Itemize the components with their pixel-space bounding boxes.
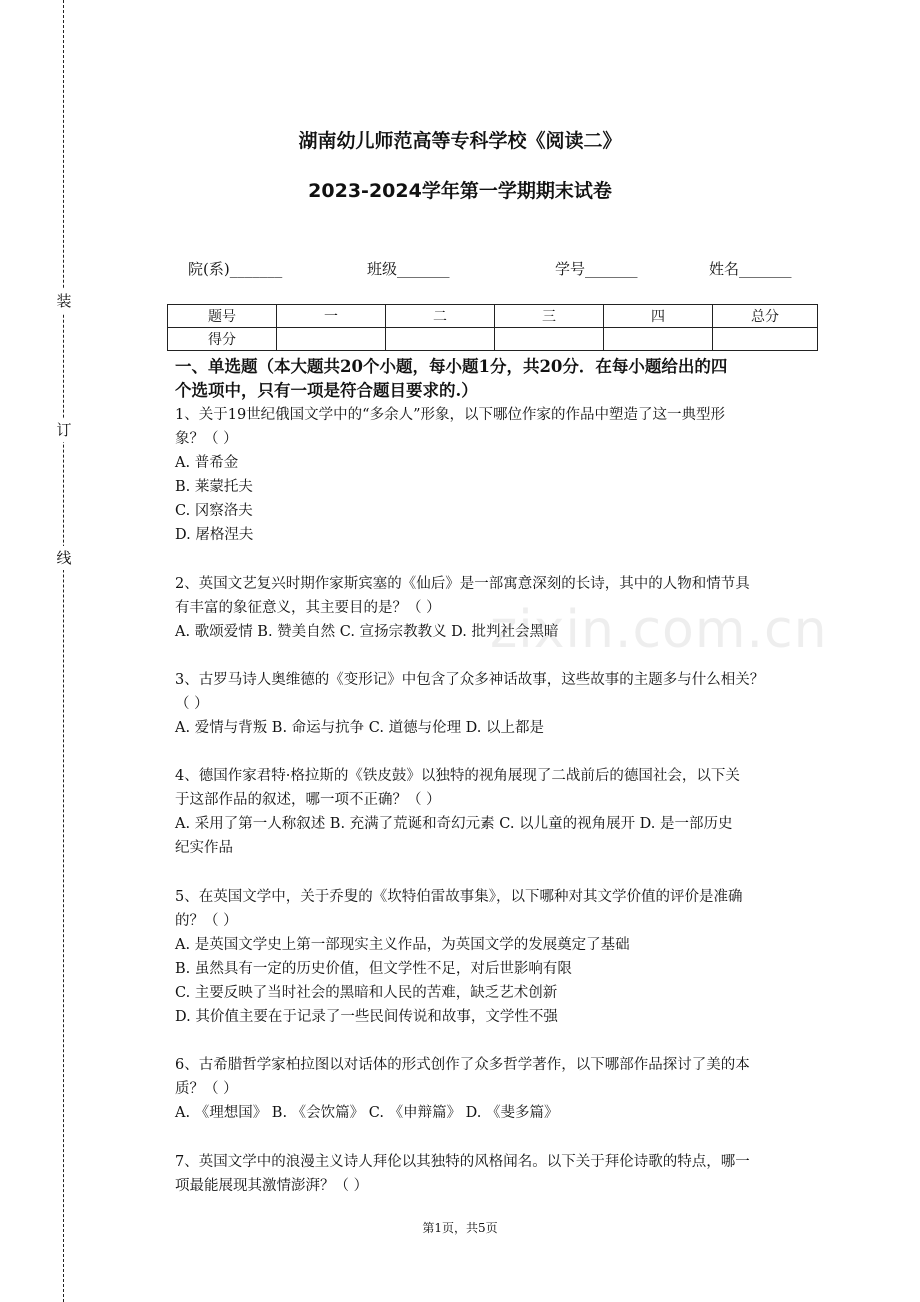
question-text: 质？（ ） bbox=[175, 1081, 238, 1097]
question-text: 4、德国作家君特·格拉斯的《铁皮鼓》以独特的视角展现了二战前后的德国社会，以下关 bbox=[175, 768, 740, 784]
option: C. 主要反映了当时社会的黑暗和人民的苦难，缺乏艺术创新 bbox=[175, 985, 558, 1001]
score-row-label: 得分 bbox=[168, 328, 277, 351]
question-text: 6、古希腊哲学家柏拉图以对话体的形式创作了众多哲学著作，以下哪部作品探讨了美的本 bbox=[175, 1057, 750, 1073]
section-heading bbox=[175, 355, 825, 403]
option: B. 莱蒙托夫 bbox=[175, 479, 253, 495]
binding-char-ding: 订 bbox=[55, 418, 73, 442]
question-3 bbox=[175, 668, 825, 740]
name-field: 姓名_______ bbox=[709, 260, 792, 278]
question-text: 有丰富的象征意义，其主要目的是？（ ） bbox=[175, 600, 441, 616]
question-text: 3、古罗马诗人奥维德的《变形记》中包含了众多神话故事，这些故事的主题多与什么相关？ bbox=[175, 672, 765, 688]
option: A. 歌颂爱情 B. 赞美自然 C. 宣扬宗教教义 D. 批判社会黑暗 bbox=[175, 624, 559, 640]
option: B. 虽然具有一定的历史价值，但文学性不足，对后世影响有限 bbox=[175, 961, 572, 977]
question-1 bbox=[175, 403, 825, 547]
score-header-cell: 二 bbox=[386, 305, 495, 328]
score-header-cell: 题号 bbox=[168, 305, 277, 328]
score-table bbox=[167, 304, 818, 351]
option: A. 爱情与背叛 B. 命运与抗争 C. 道德与伦理 D. 以上都是 bbox=[175, 720, 545, 736]
student-id-field: 学号_______ bbox=[555, 260, 638, 278]
department-field: 院(系)_______ bbox=[188, 260, 283, 278]
question-text: （ ） bbox=[175, 696, 209, 712]
option: 纪实作品 bbox=[175, 840, 233, 856]
score-header-cell: 三 bbox=[495, 305, 604, 328]
question-2 bbox=[175, 572, 825, 644]
score-table-score-row bbox=[168, 328, 818, 351]
option: D. 屠格涅夫 bbox=[175, 527, 254, 543]
option: A. 普希金 bbox=[175, 455, 239, 471]
section-heading-line: 一、单选题（本大题共20个小题，每小题1分，共20分．在每小题给出的四 bbox=[175, 357, 728, 376]
score-cell bbox=[277, 328, 386, 351]
option: A. 采用了第一人称叙述 B. 充满了荒诞和奇幻元素 C. 以儿童的视角展开 D. 是一部历史 bbox=[175, 816, 733, 832]
exam-title-line2: 2023-2024学年第一学期期末试卷 bbox=[308, 180, 612, 202]
question-text: 2、英国文艺复兴时期作家斯宾塞的《仙后》是一部寓意深刻的长诗，其中的人物和情节具 bbox=[175, 576, 750, 592]
binding-char-xian: 线 bbox=[55, 546, 73, 570]
question-4 bbox=[175, 764, 825, 860]
question-text: 1、关于19世纪俄国文学中的“多余人”形象，以下哪位作家的作品中塑造了这一典型形 bbox=[175, 407, 725, 423]
question-text: 的？（ ） bbox=[175, 913, 238, 929]
page-footer: 第1页，共5页 bbox=[422, 1221, 498, 1235]
score-header-cell: 四 bbox=[604, 305, 713, 328]
binding-char-zhuang: 装 bbox=[55, 289, 73, 313]
score-cell bbox=[495, 328, 604, 351]
score-cell bbox=[713, 328, 818, 351]
exam-title-line1: 湖南幼儿师范高等专科学校《阅读二》 bbox=[298, 130, 622, 152]
class-field: 班级_______ bbox=[367, 260, 450, 278]
question-text: 7、英国文学中的浪漫主义诗人拜伦以其独特的风格闻名。以下关于拜伦诗歌的特点，哪一 bbox=[175, 1154, 750, 1170]
option: C. 冈察洛夫 bbox=[175, 503, 253, 519]
option: D. 其价值主要在于记录了一些民间传说和故事，文学性不强 bbox=[175, 1009, 558, 1025]
option: A. 《理想国》 B. 《会饮篇》 C. 《申辩篇》 D. 《斐多篇》 bbox=[175, 1105, 559, 1121]
question-text: 项最能展现其激情澎湃？（ ） bbox=[175, 1178, 369, 1194]
question-text: 于这部作品的叙述，哪一项不正确？（ ） bbox=[175, 792, 441, 808]
watermark: zixin.com.cn bbox=[490, 600, 828, 660]
score-header-cell: 总分 bbox=[713, 305, 818, 328]
section-heading-line: 个选项中，只有一项是符合题目要求的.） bbox=[175, 381, 478, 400]
score-table-header-row bbox=[168, 305, 818, 328]
question-text: 5、在英国文学中，关于乔叟的《坎特伯雷故事集》，以下哪种对其文学价值的评价是准确 bbox=[175, 889, 743, 905]
score-header-cell: 一 bbox=[277, 305, 386, 328]
question-7 bbox=[175, 1150, 825, 1198]
question-5 bbox=[175, 885, 825, 1029]
question-text: 象？（ ） bbox=[175, 431, 238, 447]
option: A. 是英国文学史上第一部现实主义作品，为英国文学的发展奠定了基础 bbox=[175, 937, 630, 953]
question-6 bbox=[175, 1053, 825, 1125]
score-cell bbox=[386, 328, 495, 351]
score-cell bbox=[604, 328, 713, 351]
